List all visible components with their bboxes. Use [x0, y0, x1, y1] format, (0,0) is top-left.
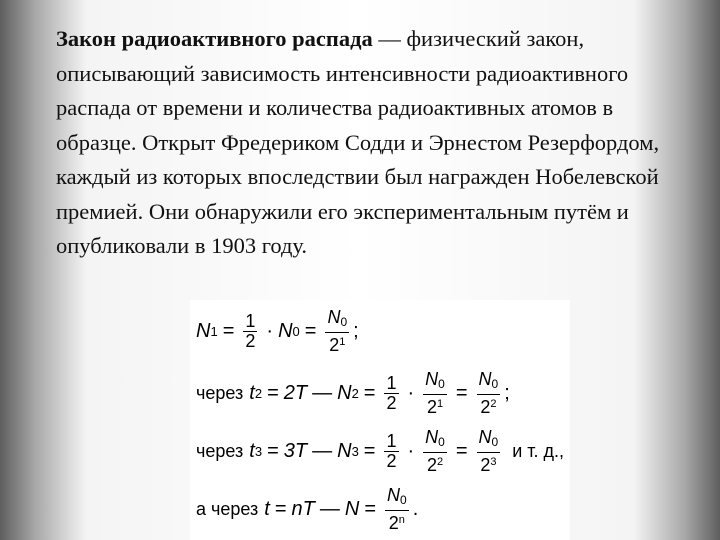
equals-sign: =: [274, 498, 287, 520]
sub-index: 0: [491, 377, 499, 391]
exponent: 2: [436, 456, 444, 468]
semicolon: ;: [504, 382, 510, 404]
equals-sign: =: [364, 498, 377, 520]
multiply-dot: ·: [266, 320, 274, 342]
sub-index: 3: [254, 444, 263, 459]
equals-sign: =: [363, 440, 376, 462]
sub-index: 0: [340, 315, 348, 329]
fraction-n0-over-power: [477, 370, 501, 417]
var-n: N: [478, 369, 492, 389]
sub-index: 2: [254, 386, 263, 401]
sub-index: 0: [438, 435, 445, 449]
multiply-dot: ·: [407, 382, 415, 404]
sub-index: 2: [351, 386, 359, 401]
dash: —: [319, 498, 340, 520]
time-value: 2T: [283, 382, 308, 404]
var-n: N: [327, 307, 341, 327]
var-n: N: [478, 427, 492, 447]
law-paragraph: [56, 22, 681, 264]
var-n: N: [425, 369, 439, 389]
fraction-denominator: 2: [386, 393, 397, 413]
var-t: t: [249, 382, 255, 404]
equals-sign: =: [363, 382, 376, 404]
dash: —: [312, 382, 333, 404]
formula-row-4: [196, 486, 418, 533]
equals-sign: =: [455, 440, 468, 462]
sub-index: 0: [292, 324, 300, 339]
formula-row-2: [196, 370, 510, 417]
fraction-denominator: 2: [245, 331, 256, 351]
equals-sign: =: [304, 320, 317, 342]
fraction-n0-over-power: [325, 308, 349, 355]
dash: —: [312, 440, 333, 462]
base-two: 2: [480, 397, 491, 417]
var-n: N: [425, 427, 439, 447]
equals-sign: =: [267, 382, 279, 404]
exponent: 3: [490, 456, 497, 468]
base-two: 2: [426, 455, 437, 475]
exponent: 1: [436, 398, 444, 410]
var-n: N: [337, 440, 352, 462]
fraction-numerator: 1: [386, 431, 397, 451]
sub-index: 1: [210, 324, 218, 339]
exponent: 1: [339, 336, 346, 348]
equals-sign: =: [455, 382, 468, 404]
sub-index: 0: [438, 377, 445, 391]
base-two: 2: [329, 335, 340, 355]
semicolon: ;: [353, 320, 359, 342]
sub-index: 3: [351, 444, 359, 459]
sub-index: 0: [400, 493, 407, 507]
var-n: N: [337, 382, 352, 404]
fraction-n0-over-power: [385, 486, 409, 533]
exponent: 2: [490, 398, 497, 410]
fraction-half: [384, 432, 398, 471]
law-term: Закон радиоактивного распада: [56, 26, 373, 51]
fraction-n0-over-power: [423, 428, 447, 475]
multiply-dot: ·: [407, 440, 415, 462]
fraction-denominator: 2: [386, 451, 397, 471]
time-value: 3T: [283, 440, 308, 462]
var-n: N: [387, 485, 401, 505]
fraction-n0-over-power: [423, 370, 447, 417]
base-two: 2: [388, 513, 399, 533]
base-two: 2: [480, 455, 491, 475]
word-through: через: [196, 383, 244, 403]
time-value: nT: [291, 498, 315, 520]
var-t: t: [264, 498, 270, 520]
exponent: n: [398, 514, 405, 526]
formula-image: [190, 300, 570, 540]
word-through: через: [196, 441, 244, 461]
law-description: — физический закон, описывающий зависимость интенсивности радиоактивного распада от времени и количества радиоактивных атомов в образце. Открыт Фредериком Содди и Эрнестом Резерфордом, каждый из которых впоследствии был награжден Нобелевской премией. Они обнаружили его экспериментальным путём и опубликовали в 1903 году.: [56, 26, 660, 258]
var-n: N: [196, 320, 211, 342]
var-t: t: [249, 440, 255, 462]
formula-row-1: [196, 308, 359, 355]
var-n: N: [278, 320, 293, 342]
word-and-through: а через: [196, 499, 259, 519]
etc-text: и т. д.,: [512, 441, 565, 461]
base-two: 2: [426, 397, 437, 417]
fraction-half: [243, 312, 257, 351]
equals-sign: =: [267, 440, 279, 462]
fraction-n0-over-power: [477, 428, 501, 475]
var-n: N: [344, 498, 360, 520]
fraction-numerator: 1: [245, 311, 256, 331]
fraction-numerator: 1: [386, 373, 397, 393]
period: .: [412, 498, 419, 520]
formula-row-3: [196, 428, 570, 475]
sub-index: 0: [491, 435, 499, 449]
fraction-half: [384, 374, 398, 413]
equals-sign: =: [222, 320, 235, 342]
